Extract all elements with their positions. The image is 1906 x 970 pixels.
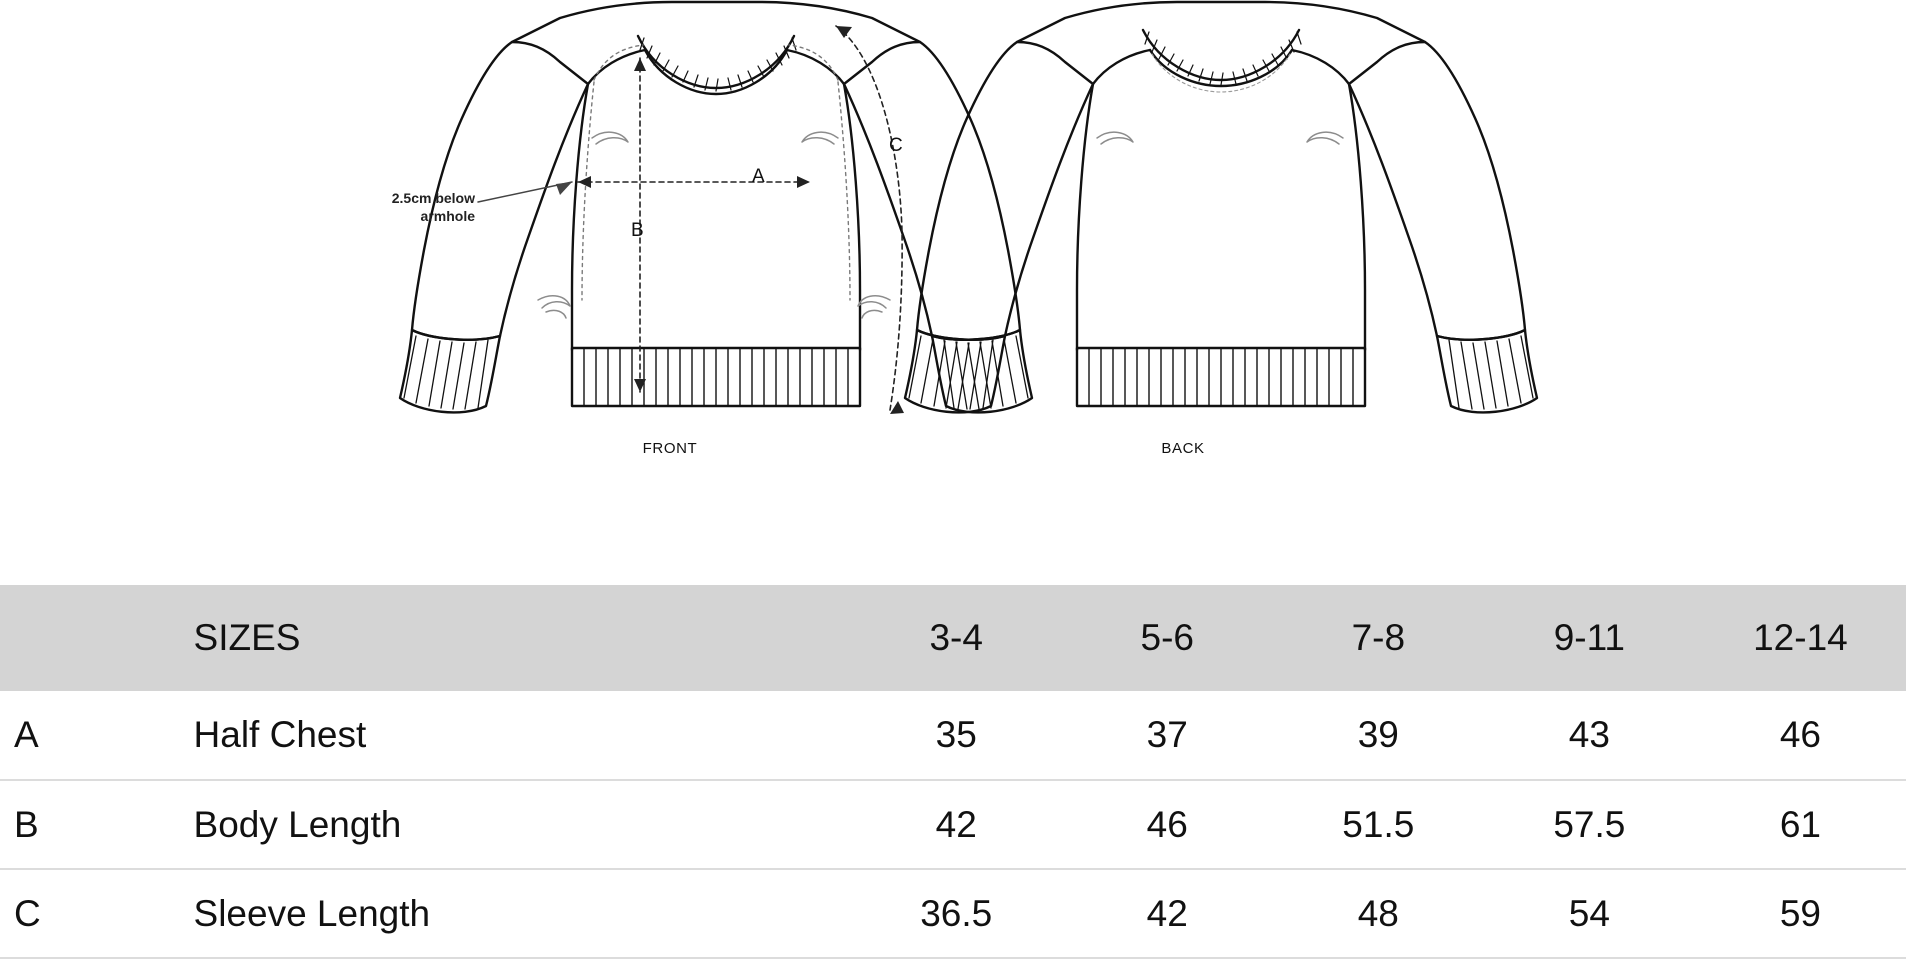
- dimension-label-b: B: [631, 220, 644, 241]
- row-c-val-1: 42: [1062, 869, 1273, 958]
- row-name-a: Half Chest: [162, 691, 851, 780]
- front-view-caption: FRONT: [642, 440, 698, 457]
- dimension-label-c: C: [889, 135, 903, 156]
- row-a-val-4: 46: [1695, 691, 1906, 780]
- header-size-2: 7-8: [1273, 585, 1484, 691]
- size-chart-table: [0, 585, 1906, 959]
- row-b-val-4: 61: [1695, 780, 1906, 869]
- header-key-cell: [0, 585, 162, 691]
- row-b-val-1: 46: [1062, 780, 1273, 869]
- header-size-1: 5-6: [1062, 585, 1273, 691]
- header-size-3: 9-11: [1484, 585, 1695, 691]
- row-key-c: C: [0, 869, 162, 958]
- row-b-val-3: 57.5: [1484, 780, 1695, 869]
- armhole-callout-label: 2.5cm below armhole: [391, 190, 475, 224]
- row-c-val-2: 48: [1273, 869, 1484, 958]
- row-c-val-4: 59: [1695, 869, 1906, 958]
- header-size-0: 3-4: [851, 585, 1062, 691]
- back-view-caption: BACK: [1161, 440, 1205, 457]
- table-header-row: [0, 585, 1906, 691]
- row-c-val-3: 54: [1484, 869, 1695, 958]
- row-key-b: B: [0, 780, 162, 869]
- dimension-label-a: A: [752, 166, 765, 187]
- row-a-val-2: 39: [1273, 691, 1484, 780]
- header-sizes-label: SIZES: [162, 585, 851, 691]
- table-row: [0, 691, 1906, 780]
- row-c-val-0: 36.5: [851, 869, 1062, 958]
- table-row: [0, 869, 1906, 958]
- row-key-a: A: [0, 691, 162, 780]
- row-a-val-3: 43: [1484, 691, 1695, 780]
- row-name-b: Body Length: [162, 780, 851, 869]
- row-name-c: Sleeve Length: [162, 869, 851, 958]
- header-size-4: 12-14: [1695, 585, 1906, 691]
- row-a-val-0: 35: [851, 691, 1062, 780]
- row-b-val-2: 51.5: [1273, 780, 1484, 869]
- row-a-val-1: 37: [1062, 691, 1273, 780]
- table-row: [0, 780, 1906, 869]
- row-b-val-0: 42: [851, 780, 1062, 869]
